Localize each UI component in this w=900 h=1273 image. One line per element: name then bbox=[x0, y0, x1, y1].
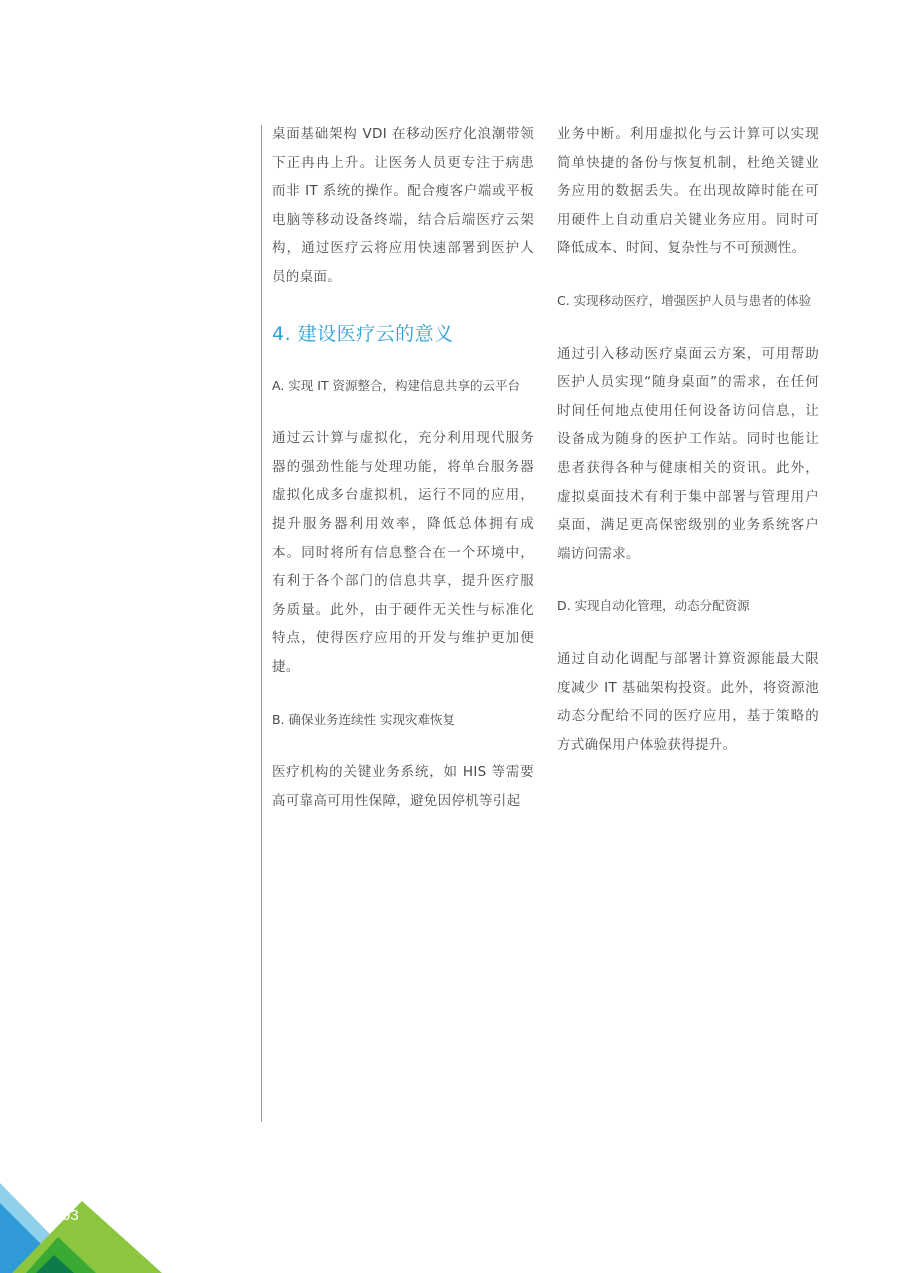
subheading-c: C. 实现移动医疗，增强医护人员与患者的体验 bbox=[557, 292, 812, 308]
subheading-b: B. 确保业务连续性 实现灾难恢复 bbox=[272, 711, 455, 727]
right-column bbox=[557, 120, 819, 759]
paragraph-c: 通过引入移动医疗桌面云方案，可用帮助医护人员实现“随身桌面”的需求，在任何时间任何地点使用任何设备访问信息，让设备成为随身的医护工作站。同时也能让患者获得各种与健康相关的资讯。此外，虚拟桌面技术有利于集中部署与管理用户桌面，满足更高保密级别的业务系统客户端访问需求。 bbox=[557, 345, 819, 562]
paragraph-d: 通过自动化调配与部署计算资源能最大限度减少 IT 基础架构投资。此外，将资源池动态分配给不同的医疗应用，基于策略的方式确保用户体验获得提升。 bbox=[557, 650, 819, 753]
section-heading: 4. 建设医疗云的意义 bbox=[272, 322, 454, 345]
page-number: 03 bbox=[62, 1207, 79, 1224]
subheading-a: A. 实现 IT 资源整合，构建信息共享的云平台 bbox=[272, 377, 521, 393]
paragraph-b-continued: 业务中断。利用虚拟化与云计算可以实现简单快捷的备份与恢复机制，杜绝关键业务应用的数据丢失。在出现故障时能在可用硬件上自动重启关键业务应用。同时可降低成本、时间、复杂性与不可预测性。 bbox=[557, 126, 819, 257]
corner-decoration bbox=[0, 1183, 170, 1273]
column-divider bbox=[261, 125, 262, 1122]
left-column bbox=[272, 120, 534, 815]
paragraph-b: 医疗机构的关键业务系统，如 HIS 等需要高可靠高可用性保障，避免因停机等引起 bbox=[272, 764, 534, 809]
intro-paragraph: 桌面基础架构 VDI 在移动医疗化浪潮带领下正冉冉上升。让医务人员更专注于病患而非 IT 系统的操作。配合瘦客户端或平板电脑等移动设备终端，结合后端医疗云架构，通过医疗云将应用快速部署到医护人员的桌面。 bbox=[272, 126, 534, 285]
paragraph-a: 通过云计算与虚拟化，充分利用现代服务器的强劲性能与处理功能，将单台服务器虚拟化成多台虚拟机，运行不同的应用，提升服务器利用效率，降低总体拥有成本。同时将所有信息整合在一个环境中，有利于各个部门的信息共享，提升医疗服务质量。此外，由于硬件无关性与标准化特点，使得医疗应用的开发与维护更加便捷。 bbox=[272, 430, 534, 675]
subheading-d: D. 实现自动化管理，动态分配资源 bbox=[557, 598, 750, 614]
